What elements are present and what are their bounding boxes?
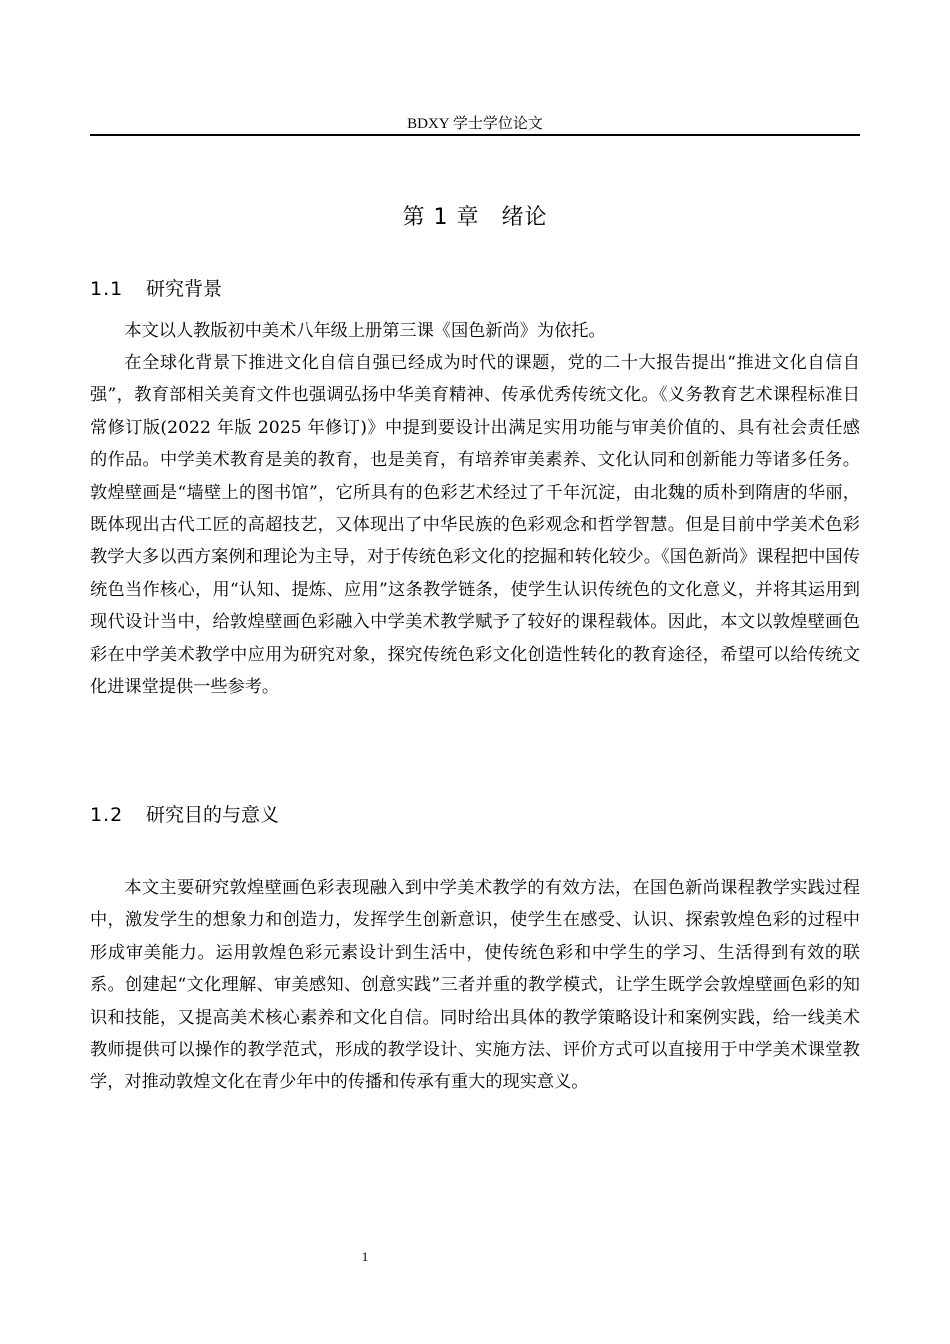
header-rule (90, 134, 860, 136)
chapter-title (90, 200, 860, 236)
section-number: 1.2 (90, 804, 124, 826)
section-number: 1.1 (90, 278, 124, 300)
page-number: 1 (361, 1249, 369, 1264)
chapter-number: 第 1 章 (402, 205, 480, 230)
chapter-name: 绪论 (501, 205, 548, 230)
running-header: BDXY 学士学位论文 (407, 116, 543, 132)
body-paragraph: 本文以人教版初中美术八年级上册第三课《国色新尚》为依托。 (124, 321, 606, 341)
section-title: 研究目的与意义 (146, 804, 280, 826)
section-title: 研究背景 (146, 278, 223, 300)
body-paragraph: 在全球化背景下推进文化自信自强已经成为时代的课题，党的二十大报告提出“推进文化自信自强”，教育部相关美育文件也强调弘扬中华美育精神、传承优秀传统文化。《义务教育艺术课程标准日常修订版(2022 年版 2025 年修订)》中提到要设计出满足实用功能与审美价值的、具有社会责任感的作品。中学美术教育是美的教育，也是美育，有培养审美素养、文化认同和创新能力等诸多任务。敦煌壁画是“墙壁上的图书馆”，它所具有的色彩艺术经过了千年沉淀，由北魏的质朴到隋唐的华丽，既体现出古代工匠的高超技艺，又体现出了中华民族的色彩观念和哲学智慧。但是目前中学美术色彩教学大多以西方案例和理论为主导，对于传统色彩文化的挖掘和转化较少。《国色新尚》课程把中国传统色当作核心，用“认知、提炼、应用”这条教学链条，使学生认识传统色的文化意义，并将其运用到现代设计当中，给敦煌壁画色彩融入中学美术教学赋予了较好的课程载体。因此，本文以敦煌壁画色彩在中学美术教学中应用为研究对象，探究传统色彩文化创造性转化的教育途径，希望可以给传统文化进课堂提供一些参考。 (90, 353, 860, 698)
body-paragraph: 本文主要研究敦煌壁画色彩表现融入到中学美术教学的有效方法，在国色新尚课程教学实践过程中，激发学生的想象力和创造力，发挥学生创新意识，使学生在感受、认识、探索敦煌色彩的过程中形成审美能力。运用敦煌色彩元素设计到生活中，使传统色彩和中学生的学习、生活得到有效的联系。创建起“文化理解、审美感知、创意实践”三者并重的教学模式，让学生既学会敦煌壁画色彩的知识和技能，又提高美术核心素养和文化自信。同时给出具体的教学策略设计和案例实践，给一线美术教师提供可以操作的教学范式，形成的教学设计、实施方法、评价方式可以直接用于中学美术课堂教学，对推动敦煌文化在青少年中的传播和传承有重大的现实意义。 (90, 878, 860, 1093)
section-heading-background (90, 274, 860, 304)
section-heading-purpose (90, 800, 860, 830)
